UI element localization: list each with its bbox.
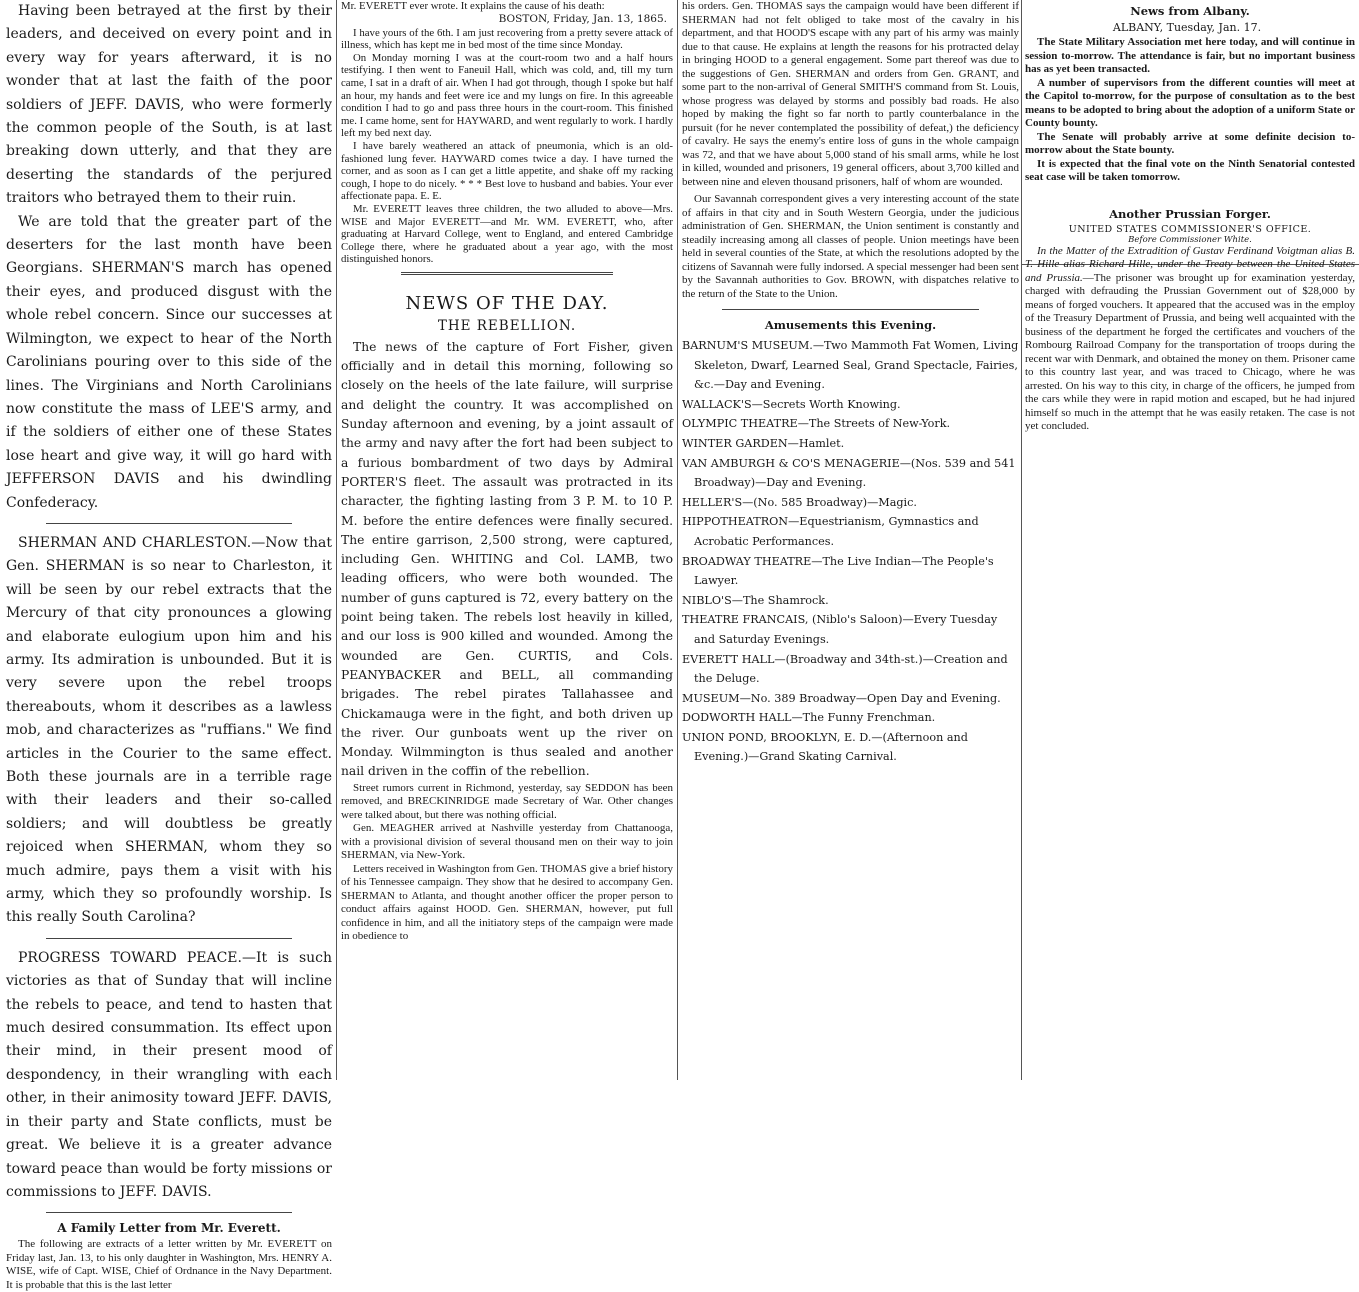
- editorial-paragraph: We are told that the greater part of the deserters for the last month have been Georgians. SHERMAN'S march has opened their eyes, and produced disgust with the whole rebel concern. Since our successes at Wilmington, we expect to hear of the North Carolinians pouring over to this side of the lines. The Virginians and North Carolinians now constitute the mass of LEE'S army, and if the soldiers of either one of these States lose heart and give way, it will go hard with JEFFERSON DAVIS and his dwindling Confederacy.: [6, 213, 332, 511]
- editorial-progress: [6, 947, 332, 1204]
- column-3: [682, 0, 1019, 1080]
- amusement-item: OLYMPIC THEATRE—The Streets of New-York.: [682, 417, 951, 431]
- news-paragraph: The news of the capture of Fort Fisher, given officially and in detail this morning, following so closely on the heels of the late failure, will surprise and delight the country. It was accomplished on Sunday afternoon and evening, by a joint assault of the army and navy after the fort had been subject to a furious bombardment of two days by Admiral PORTER'S fleet. The assault was protracted in its character, the fighting lasting from 3 P. M. to 10 P. M. before the entire defences were finally secured. The entire garrison, 2,500 strong, were captured, including Gen. WHITING and Col. LAMB, two leading officers, who were both wounded. The number of guns captured is 72, every battery on the point being taken. The rebels lost heavily in killed, and our loss is 900 killed and wounded. Among the wounded are Gen. CURTIS, and Cols. PEANYBACKER and BELL, all commanding brigades. The rebel pirates Tallahassee and Chickamauga were in the fight, and both driven up the river. Our gunboats went up the river on Monday. Wilmmington is thus sealed and another nail driven in the coffin of the rebellion.: [341, 339, 673, 779]
- section-heading: Amusements this Evening.: [764, 318, 937, 332]
- column-4: [1025, 0, 1355, 1080]
- news-paragraph: The State Military Association met here today, and will continue in session to-morrow. The attendance is fair, but no important business has as yet been transacted.: [1025, 36, 1355, 75]
- item-body: —Now that Gen. SHERMAN is so near to Charleston, it will be seen by our rebel extracts that the Mercury of that city pronounces a glowing and elaborate eulogium upon him and his army. Its admiration is unbounded. But it is very severe upon the rebel troops thereabouts, whom it describes as a lawless mob, and characterizes as "ruffians." We find articles in the Courier to the same effect. Both these journals are in a terrible rage with their leaders and their so-called soldiers; and will doubtless be greatly rejoiced when SHERMAN, whom they so much admire, pays them a visit with his army, which they so profoundly worship. Is this really South Carolina?: [6, 534, 332, 926]
- column-rule: [336, 0, 337, 1080]
- amusement-item: MUSEUM—No. 389 Broadway—Open Day and Evening.: [682, 691, 1001, 705]
- section-subtitle: Before Commissioner White.: [1128, 234, 1252, 245]
- amusement-item: WALLACK'S—Secrets Worth Knowing.: [682, 397, 901, 411]
- dateline: ALBANY, Tuesday, Jan. 17.: [1112, 21, 1262, 34]
- divider: [401, 272, 613, 275]
- case-title: In the Matter of the Extradition of Gustav Ferdinand Voigtman alias B. T. Hille alias Richard Hille, under the Treaty between the United States and Prussia.: [1025, 244, 1355, 284]
- news-paragraph: A number of supervisors from the different counties will meet at the Capitol to-morrow, for the purpose of consultation as to the best means to be adopted to bring about the adoption of a uniform State or County bounty.: [1025, 76, 1355, 129]
- amusement-item: HIPPOTHEATRON—Equestrianism, Gymnastics and Acrobatic Performances.: [682, 515, 979, 548]
- news-paragraph: his orders. Gen. THOMAS says the campaign would have been different if SHERMAN had not felt obliged to take most of the cavalry in his department, and that HOOD'S escape with any part of his army was mainly due to that cause. He explains at length the reasons for his protracted delay in bringing HOOD to a general engagement. Some part thereof was due to the suggestions of Gen. SHERMAN and orders from Gen. GRANT, and some part to the non-arrival of General SMITH'S command from St. Louis, whose progress was delayed by storms and possibly bad roads. He also hoped by making the fight so far north to partly counterbalance in the pursuit (for he never contemplated the possibility of defeat,) the deficiency of cavalry. He says the enemy's entire loss of guns in the whole campaign was 72, and that we have about 5,000 stand of his small arms, while he lost in killed, wounded and prisoners, 19 general officers, about 3,700 killed and between nine and eleven thousand prisoners, half of whom are wounded.: [682, 0, 1019, 188]
- article-paragraph: Mr. EVERETT leaves three children, the two alluded to above—Mrs. WISE and Major EVERETT—and Mr. WM. EVERETT, who, after graduating at Harvard College, went to England, and entered Cambridge College there, where he graduated about a year ago, with the most distinguished honors.: [341, 202, 673, 266]
- column-2: [341, 0, 673, 1080]
- amusements-list: [682, 336, 1019, 767]
- news-paragraph: It is expected that the final vote on the Ninth Senatorial contested seat case will be taken tomorrow.: [1025, 157, 1355, 183]
- article-paragraph: Mr. EVERETT ever wrote. It explains the cause of his death:: [341, 0, 605, 12]
- column-rule: [677, 0, 678, 1080]
- news-paragraph: Street rumors current in Richmond, yesterday, say SEDDON has been removed, and BRECKINRIDGE made Secretary of War. Other changes were talked about, but there was nothing official.: [341, 781, 673, 821]
- divider: [46, 938, 292, 939]
- amusement-item: NIBLO'S—The Shamrock.: [682, 593, 829, 607]
- section-subtitle: UNITED STATES COMMISSIONER'S OFFICE.: [1068, 223, 1312, 235]
- amusement-item: VAN AMBURGH & CO'S MENAGERIE—(Nos. 539 and 541 Broadway)—Day and Evening.: [682, 456, 1016, 490]
- amusement-item: BARNUM'S MUSEUM.—Two Mammoth Fat Women, Living Skeleton, Dwarf, Learned Seal, Grand Spectacle, Fairies, &c.—Day and Evening.: [682, 339, 1019, 392]
- letter-paragraph: On Monday morning I was at the court-room two and a half hours testifying. I then went to Faneuil Hall, which was cold, and, till my turn came, I sat in a draft of air. When I had got through, though I spoke but half an hour, my hands and feet were ice and my lungs on fire. In this agreeable condition I had to go and pass three hours in the court-room. This finished me. I came home, sent for HAYWARD, and went regularly to work. I hardly left my bed next day.: [341, 51, 673, 140]
- section-heading: News from Albany.: [1130, 4, 1250, 18]
- item-body: —The prisoner was brought up for examination yesterday, charged with defrauding the Prussian Government out of $28,000 by means of forged vouchers. It appeared that the accused was in the employ of the Treasury Department of Prussia, and being well acquainted with the business of the department he forged the certificates and vouchers of the Rombourg Railroad Company for the transportation of troops during the recent war with Denmark, and obtained the money on them. Prisoner came to this country last year, and was traced to Chicago, where he was arrested. On his way to this city, in charge of the officers, he jumped from the cars while they were in rapid motion and escaped, but he had injured himself so much in the attempt that he was easily retaken. The case is not yet concluded.: [1025, 271, 1355, 432]
- divider: [46, 1212, 292, 1213]
- divider: [46, 523, 292, 524]
- news-paragraph: [1025, 245, 1355, 434]
- news-paragraph: The Senate will probably arrive at some definite decision to-morrow about the State bounty.: [1025, 130, 1355, 156]
- article-paragraph: The following are extracts of a letter written by Mr. EVERETT on Friday last, Jan. 13, to his only daughter in Washington, Mrs. HENRY A. WISE, wife of Capt. WISE, Chief of Ordnance in the Navy Department. It is probable that this is the last letter: [6, 1238, 332, 1291]
- amusement-item: EVERETT HALL—(Broadway and 34th-st.)—Creation and the Deluge.: [682, 652, 1008, 686]
- section-heading: A Family Letter from Mr. Everett.: [57, 1221, 281, 1236]
- news-paragraph: Gen. MEAGHER arrived at Nashville yesterday from Chattanooga, with a provisional division of several thousand men on their way to join SHERMAN, via New-York.: [341, 822, 673, 862]
- amusement-item: DODWORTH HALL—The Funny Frenchman.: [682, 711, 936, 725]
- item-heading: PROGRESS TOWARD PEACE.: [18, 949, 242, 966]
- amusement-item: WINTER GARDEN—Hamlet.: [682, 436, 845, 450]
- item-body: —It is such victories as that of Sunday that will incline the rebels to peace, and tend to hasten that much desired consummation. Its effect upon their mind, in their present mood of despondency, in their wrangling with each other, in their animosity toward JEFF. DAVIS, in their party and State conflicts, must be great. We believe it is a greater advance toward peace than would be forty missions or commissions to JEFF. DAVIS.: [6, 949, 333, 1200]
- section-title: NEWS OF THE DAY.: [405, 292, 609, 314]
- news-paragraph: Our Savannah correspondent gives a very interesting account of the state of affairs in that city and in South Western Georgia, under the judicious administration of Gen. SHERMAN, the Union sentiment is constantly and steadily increasing among all classes of people. Union meetings have been held in several counties of the State, at which the resolutions adopted by the citizens of Savannah were fully indorsed. A special messenger had been sent by the Savannah authorities to Gov. BROWN, with dispatches relative to the return of the State to the Union.: [682, 193, 1019, 300]
- section-subtitle: THE REBELLION.: [437, 317, 577, 334]
- news-paragraph: Letters received in Washington from Gen. THOMAS give a brief history of his Tennessee campaign. They show that he desired to accompany Gen. SHERMAN to Atlanta, and thought another officer the proper person to conduct affairs against HOOD. Gen. SHERMAN, however, put full confidence in him, and all the initiatory steps of the campaign were made in obedience to: [341, 862, 673, 943]
- amusement-item: BROADWAY THEATRE—The Live Indian—The People's Lawyer.: [682, 554, 994, 588]
- letter-paragraph: I have yours of the 6th. I am just recovering from a pretty severe attack of illness, which has kept me in bed most of the time since Monday.: [341, 26, 673, 52]
- item-heading: SHERMAN AND CHARLESTON.: [18, 534, 252, 551]
- divider: [722, 309, 979, 310]
- amusement-item: UNION POND, BROOKLYN, E. D.—(Afternoon and Evening.)—Grand Skating Carnival.: [682, 730, 968, 764]
- column-rule: [1021, 0, 1022, 1080]
- column-1: [6, 0, 333, 1291]
- section-heading: Another Prussian Forger.: [1109, 206, 1271, 221]
- amusement-item: THEATRE FRANCAIS, (Niblo's Saloon)—Every Tuesday and Saturday Evenings.: [682, 613, 998, 646]
- dateline: BOSTON, Friday, Jan. 13, 1865.: [498, 12, 667, 25]
- editorial-sherman: [6, 532, 332, 930]
- letter-paragraph: I have barely weathered an attack of pneumonia, which is an old-fashioned lung fever. HAYWARD comes twice a day. I have turned the corner, and as soon as I can get a little appetite, and shake off my racking cough, I hope to do nicely. * * * Best love to husband and babies. Your ever affectionate papa. E. E.: [341, 139, 673, 203]
- amusement-item: HELLER'S—(No. 585 Broadway)—Magic.: [682, 495, 917, 509]
- editorial-paragraph: Having been betrayed at the first by their leaders, and deceived on every point and in every way for years afterward, it is no wonder that at last the faith of the poor soldiers of JEFF. DAVIS, who were formerly the common people of the South, is at last breaking down utterly, and that they are deserting the standards of the perjured traitors who betrayed them to their ruin.: [6, 3, 332, 207]
